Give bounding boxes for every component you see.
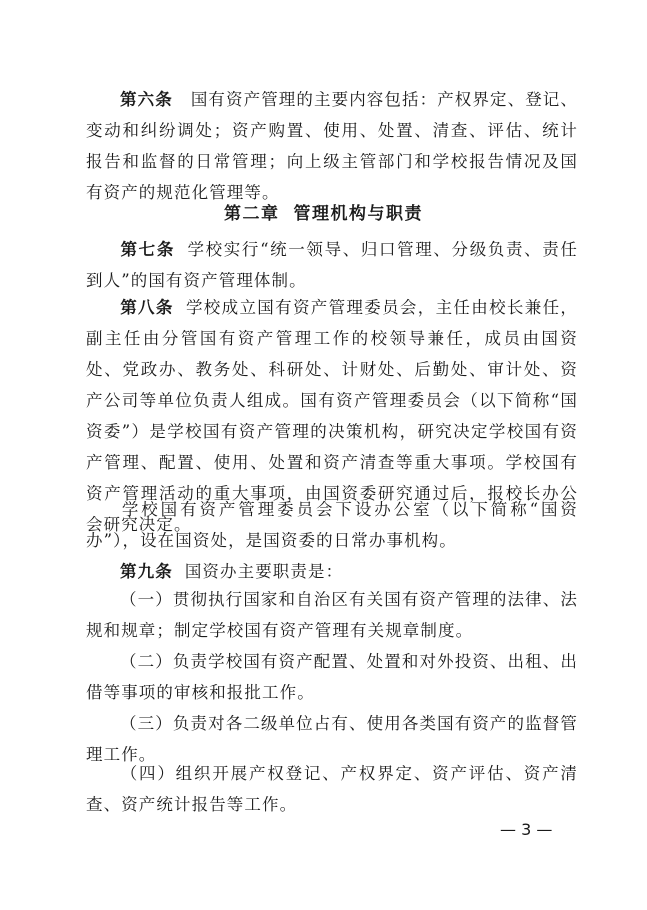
article-6-label: 第六条: [120, 90, 173, 109]
article-7-label: 第七条: [120, 240, 175, 259]
duty-item-4-text: （四）组织开展产权登记、产权界定、资产评估、资产清查、资产统计报告等工作。: [86, 764, 578, 814]
chapter-title: 管理机构与职责: [293, 204, 423, 224]
duty-item-2: [86, 646, 578, 708]
duty-item-3-text: （三）负责对各二级单位占有、使用各类国有资产的监督管理工作。: [86, 714, 578, 764]
chapter-number: 第二章: [224, 204, 280, 224]
article-8-paragraph-2: [86, 494, 578, 556]
article-9-paragraph: [86, 556, 578, 587]
article-8-text-2: 学校国有资产管理委员会下设办公室（以下简称“国资办”），设在国资处，是国资委的日常办事机构。: [86, 500, 578, 550]
article-6-paragraph: [86, 84, 578, 208]
article-6-text: 国有资产管理的主要内容包括：产权界定、登记、变动和纠纷调处；资产购置、使用、处置、清查、评估、统计报告和监督的日常管理；向上级主管部门和学校报告情况及国有资产的规范化管理等。: [86, 90, 579, 202]
article-9-label: 第九条: [120, 562, 173, 581]
chapter-heading: [0, 199, 647, 230]
article-9-text: 国资办主要职责是：: [184, 562, 344, 581]
duty-item-2-text: （二）负责学校国有资产配置、处置和对外投资、出租、出借等事项的审核和报批工作。: [86, 652, 578, 702]
article-8-text: 学校成立国有资产管理委员会，主任由校长兼任，副主任由分管国有资产管理工作的校领导兼任，成员由国资处、党政办、教务处、科研处、计财处、后勤处、审计处、资产公司等单位负责人组成。国有资产管理委员会（以下简称“国资委”）是学校国有资产管理的决策机构，研究决定学校国有资产管理、配置、使用、处置和资产清查等重大事项。学校国有资产管理活动的重大事项，由国资委研究通过后，报校长办公会研究决定。: [86, 298, 578, 534]
duty-item-4: [86, 758, 578, 820]
page-number: — 3 —: [500, 820, 553, 839]
duty-item-1: [86, 584, 578, 646]
article-8-label: 第八条: [120, 298, 174, 317]
article-7-text: 学校实行“统一领导、归口管理、分级负责、责任到人”的国有资产管理体制。: [86, 240, 578, 290]
duty-item-1-text: （一）贯彻执行国家和自治区有关国有资产管理的法律、法规和规章；制定学校国有资产管理有关规章制度。: [86, 590, 578, 640]
article-7-paragraph: [86, 234, 578, 296]
